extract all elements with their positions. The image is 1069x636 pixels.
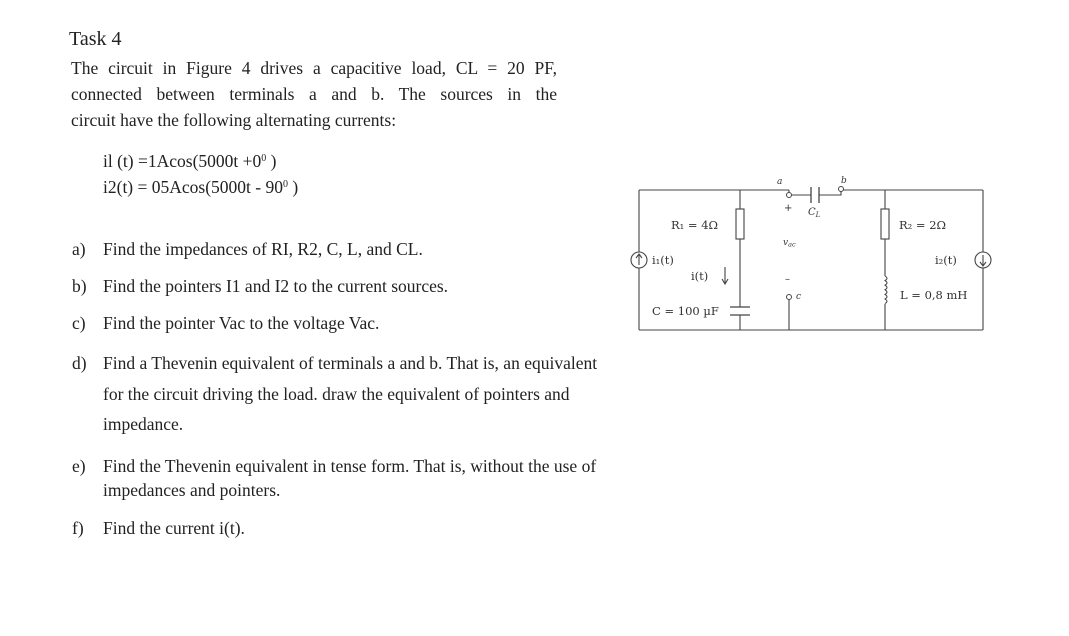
- question-d-line-2: for the circuit driving the load. draw the equivalent of pointers and: [103, 384, 570, 404]
- current-source-i2: [975, 252, 991, 268]
- label-i2: i₂(t): [935, 253, 957, 267]
- equation-i1-degree: 0: [261, 153, 267, 164]
- question-a-text: Find the impedances of RI, R2, C, L, and CL.: [103, 239, 423, 259]
- question-e-line-2: impedances and pointers.: [103, 480, 281, 500]
- equation-i2-close: ): [287, 177, 299, 197]
- equation-i2-main: i2(t) = 05Acos(5000t - 90: [103, 177, 283, 197]
- intro-line-3: circuit have the following alternating currents:: [71, 110, 397, 130]
- label-r1: R₁ = 4Ω: [671, 218, 719, 232]
- terminal-a-node: [787, 193, 792, 198]
- label-r2: R₂ = 2Ω: [899, 218, 947, 232]
- wire-terminal-b: [819, 191, 841, 195]
- label-l: L = 0,8 mH: [900, 288, 968, 302]
- label-i1: i₁(t): [652, 253, 674, 267]
- equation-i1: [103, 151, 276, 172]
- wire-terminal-a: [789, 190, 811, 195]
- equation-i1-close: ): [266, 151, 277, 171]
- label-cl: [808, 207, 821, 219]
- question-d-line-3: impedance.: [103, 414, 184, 434]
- resistor-r2: [881, 209, 889, 239]
- equation-i1-main: il (t) =1Acos(5000t +0: [103, 151, 262, 171]
- label-node-b: b: [841, 176, 847, 186]
- current-source-i1: [631, 252, 647, 268]
- question-f-letter: f): [72, 518, 84, 538]
- label-vac: [783, 238, 796, 249]
- label-cl-main: C: [808, 207, 816, 218]
- label-i: i(t): [691, 269, 709, 283]
- intro-line-2: connected between terminals a and b. The sources in the: [71, 84, 557, 104]
- label-node-a: a: [777, 177, 783, 187]
- resistor-r1: [736, 209, 744, 239]
- capacitor-c: [730, 307, 750, 315]
- equation-i2: [103, 177, 298, 198]
- question-b-letter: b): [72, 276, 87, 296]
- question-f-text: Find the current i(t).: [103, 518, 245, 538]
- question-c-letter: c): [72, 313, 86, 333]
- current-arrow-icon: [722, 267, 728, 284]
- capacitor-cl: [811, 187, 819, 203]
- question-a-letter: a): [72, 239, 86, 259]
- question-c-text: Find the pointer Vac to the voltage Vac.: [103, 313, 380, 333]
- equation-i2-degree: 0: [282, 179, 288, 190]
- question-d-line-1: Find a Thevenin equivalent of terminals a and b. That is, an equivalent: [103, 353, 598, 373]
- label-c: C = 100 µF: [652, 304, 719, 318]
- label-minus: –: [785, 274, 790, 285]
- inductor-l: [885, 276, 887, 304]
- label-vac-main: v: [783, 238, 789, 248]
- intro-line-1: The circuit in Figure 4 drives a capacitive load, CL = 20 PF,: [71, 58, 557, 78]
- label-vac-sub: ac: [788, 240, 796, 249]
- terminal-b-node: [839, 187, 844, 192]
- question-d-letter: d): [72, 353, 87, 373]
- label-plus: +: [784, 203, 793, 214]
- task-title: Task 4: [69, 28, 122, 50]
- question-b-text: Find the pointers I1 and I2 to the current sources.: [103, 276, 449, 296]
- question-e-line-1: Find the Thevenin equivalent in tense form. That is, without the use of: [103, 456, 597, 476]
- circuit-diagram: [622, 165, 1002, 335]
- label-cl-sub: L: [815, 211, 821, 219]
- question-e-letter: e): [72, 456, 86, 476]
- terminal-c-node: [787, 295, 792, 300]
- label-node-c: c: [796, 292, 802, 302]
